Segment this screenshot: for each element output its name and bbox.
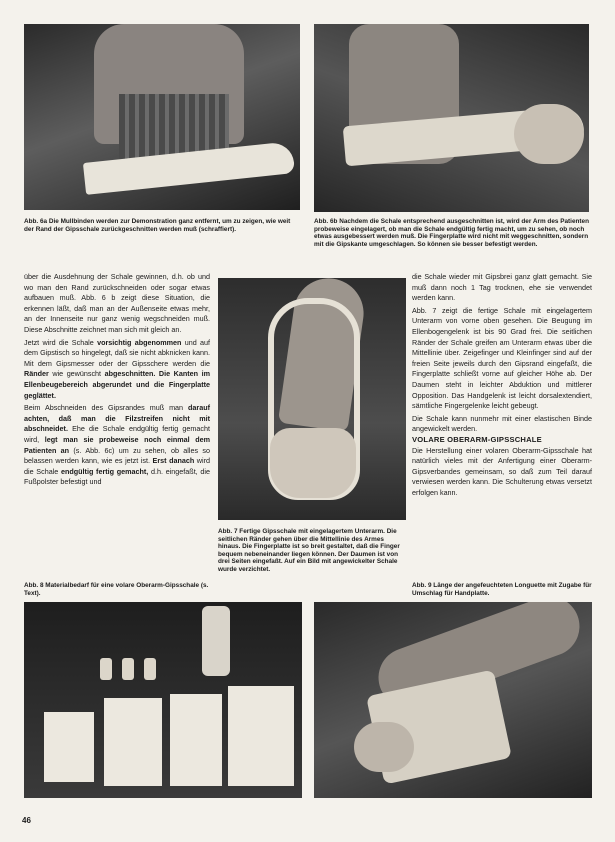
bandage-roll-shape xyxy=(144,658,156,680)
page-number: 46 xyxy=(22,816,31,825)
text-run: wie gewünscht xyxy=(48,369,105,379)
text-run-bold: abgeschnitten. Die Kanten im Ellenbeugebereich abgerundet und die Fingerplatte geglättet. xyxy=(24,369,210,400)
text-run: d.h. eingefaßt, die Fußpolster befestigt und xyxy=(24,466,210,487)
text-run: und auf dem Gipstisch so hingelegt, daß sie nicht abknicken kann. Mit dem Gipsmesser oder der Gipsschere werden die xyxy=(24,337,210,368)
paragraph: über die Ausdehnung der Schale gewinnen, d.h. ob und wo man den Rand zurückschneiden oder sogar etwas aufbauen muß. Abb. 6 b zeigt diese Situation, die erkennen läßt, daß man an der Außenseite etwas mehr, an der Innenseite nur ganz wenig wegschneiden muß. Diese Abschnitte zeichnet man sich mit gleich an. xyxy=(24,272,210,334)
text-run: Beim Abschneiden des Gipsrandes muß man xyxy=(24,403,189,413)
text-run: (s. Abb. 6c) um zu sehen, ob alles so belassen werden kann, wie es jetzt ist. xyxy=(24,445,210,466)
hand-shape xyxy=(354,722,414,772)
text-run-bold: darauf achten, daß man die Filzstreifen nicht mit abschneidet. xyxy=(24,403,210,434)
paragraph: Die Schale kann nunmehr mit einer elastischen Binde angewickelt werden. xyxy=(412,413,592,434)
text-run-bold: vorsichtig abgenommen xyxy=(97,337,182,347)
photo-abb-7 xyxy=(218,278,406,520)
paragraph-bold-mix xyxy=(24,403,210,488)
caption-abb-8: Abb. 8 Materialbedarf für eine volare Oberarm-Gipsschale (s. Text). xyxy=(24,582,209,597)
photo-abb-8 xyxy=(24,602,302,798)
paragraph: Abb. 7 zeigt die fertige Schale mit eingelagertem Unterarm von vorne oben gesehen. Die Beugung im Ellenbogengelenk ist bis 90 Grad frei. Die seitlichen Ränder der Schale greifen am Unterarm etwas über die Mittellinie über. Zeigefinger und Kleinfinger sind auf der freien Seite jeweils durch den Gipsrand eingefaßt, die Fingerplatte schließt vorne auf gleicher Höhe ab. Der Daumen steht in leichter Abduktion und mittlerer Opposition. Das Handgelenk ist leicht dorsalextendiert, sämtliche Fingergelenke leicht gebeugt. xyxy=(412,305,592,411)
plaster-sheet-shape xyxy=(104,698,162,786)
paragraph: die Schale wieder mit Gipsbrei ganz glatt gemacht. Sie muß dann noch 1 Tag trocknen, ehe sie verwendet werden kann. xyxy=(412,272,592,303)
plaster-sheet-shape xyxy=(170,694,222,786)
bandage-roll-shape xyxy=(122,658,134,680)
hand-shape xyxy=(514,104,584,164)
photo-abb-6a xyxy=(24,24,300,210)
text-run: wird die Schale xyxy=(24,456,210,476)
caption-abb-7: Abb. 7 Fertige Gipsschale mit eingelagertem Unterarm. Die seitlichen Ränder gehen über die Mittellinie des Armes hinaus. Die Fingerplatte ist so breit gestaltet, daß die Finger bequem nebeneinander liegen können. Der Daumen ist von drei Seiten eingefaßt. Auf ein Bild mit angewickelter Schale wurde verzichtet. xyxy=(218,528,400,573)
bottle-shape xyxy=(202,606,230,676)
hand-shape xyxy=(270,428,356,498)
right-text-column xyxy=(412,272,592,498)
caption-abb-6a: Abb. 6a Die Mullbinden werden zur Demonstration ganz entfernt, um zu zeigen, wie weit der Rand der Gipsschale zurückgeschnitten werden muß (schraffiert). xyxy=(24,218,291,233)
plaster-sheet-shape xyxy=(228,686,294,786)
bandage-roll-shape xyxy=(100,658,112,680)
text-run-bold: Ränder xyxy=(24,369,49,379)
paragraph: Die Herstellung einer volaren Oberarm-Gipsschale hat natürlich vieles mit der Anfertigung einer Oberarm-Gipsverbandes gemeinsam, so daß zum Teil darauf verwiesen werden kann. Die Schulterung etwas versetzt erfolgen kann. xyxy=(412,445,592,497)
photo-abb-9 xyxy=(314,602,592,798)
text-run-bold: legt man sie probeweise noch einmal dem Patienten an xyxy=(24,434,210,455)
text-run: Ehe die Schale endgültig fertig gemacht wird, xyxy=(24,424,210,444)
text-run-bold: endgültig fertig gemacht, xyxy=(61,466,149,476)
left-text-column xyxy=(24,272,210,488)
caption-abb-6b: Abb. 6b Nachdem die Schale entsprechend ausgeschnitten ist, wird der Arm des Patienten probeweise eingelagert, ob man die Schale endgültig fertig macht, um zu sehen, ob noch etwas ausgebessert werden muß. Die Fingerplatte wird nicht mit weggeschnitten, sondern mit die Gipskante umgeschlagen. So können sie besser befestigt werden. xyxy=(314,218,589,248)
paragraph-bold-mix xyxy=(24,338,210,402)
photo-abb-6b xyxy=(314,24,589,212)
text-run: Jetzt wird die Schale xyxy=(24,337,98,347)
text-run-bold: Erst danach xyxy=(152,456,195,466)
caption-abb-9: Abb. 9 Länge der angefeuchteten Longuette mit Zugabe für Umschlag für Handplatte. xyxy=(412,582,592,597)
plaster-sheet-shape xyxy=(44,712,94,782)
section-heading: VOLARE OBERARM-GIPSSCHALE xyxy=(412,434,542,444)
